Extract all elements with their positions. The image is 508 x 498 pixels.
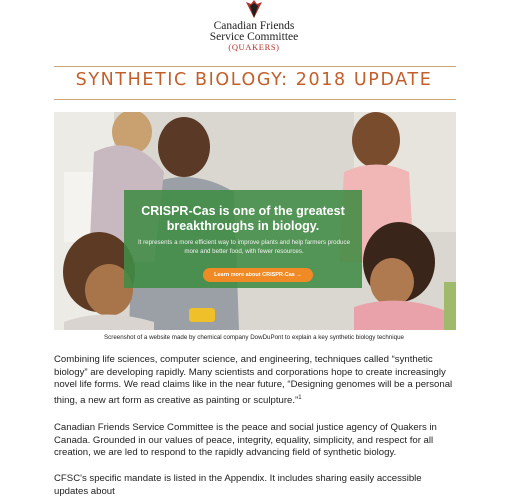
paragraph-intro xyxy=(54,354,458,407)
organization-logo xyxy=(0,0,508,56)
learn-more-button[interactable]: Learn more about CRISPR-Cas → xyxy=(203,268,313,282)
overlay-headline: CRISPR-Cas is one of the greatest breakthroughs in biology. xyxy=(141,204,345,233)
footnote-marker[interactable]: 1 xyxy=(298,394,302,401)
image-caption: Screenshot of a website made by chemical company DowDuPont to explain a key synthetic biology technique xyxy=(104,334,404,341)
title-rule-top xyxy=(54,66,456,67)
org-name-line-1: Canadian Friends xyxy=(213,20,295,32)
paragraph-about: Canadian Friends Service Committee is the peace and social justice agency of Quakers in Canada. Grounded in our values of peace, integrity, equality, simplicity, and respect for all creation, we are led to respond to the rapidly advancing field of synthetic biology. xyxy=(54,422,437,458)
paragraph-intro-text: Combining life sciences, computer science, and engineering, techniques called “synthetic biology” are developing rapidly. Many scientists and corporations hope to create increasingly novel life forms. We read claims like in the near future, “Designing genomes will be a personal thing, a new art form as creative as painting or sculpture.” xyxy=(54,354,453,406)
title-rule-bottom xyxy=(54,99,456,100)
org-name-line-2: Service Committee xyxy=(209,31,299,43)
org-name-line-3: (QUAKERS) xyxy=(228,42,280,52)
paragraph-mandate: CFSC's specific mandate is listed in the Appendix. It includes sharing easily accessible updates about xyxy=(54,473,422,497)
page-title: SYNTHETIC BIOLOGY: 2018 UPDATE xyxy=(75,70,433,90)
overlay-subtext: It represents a more efficient way to improve plants and help farmers produce more and better food, with fewer resources. xyxy=(137,239,351,255)
star-icon xyxy=(246,0,262,18)
